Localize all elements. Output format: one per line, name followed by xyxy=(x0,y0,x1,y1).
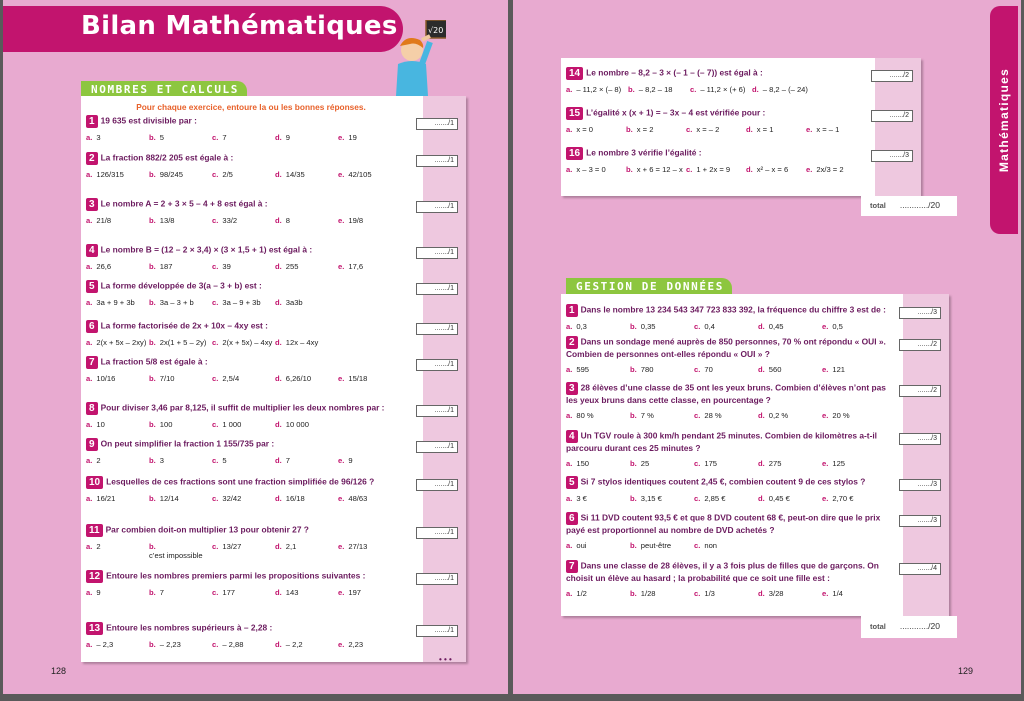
answer-option[interactable]: d. 560 xyxy=(758,365,782,374)
score-box[interactable]: ......./1 xyxy=(416,573,458,585)
answer-options xyxy=(86,640,411,649)
answer-option[interactable]: d. x² – x = 6 xyxy=(746,165,789,174)
answer-option[interactable]: a. 126/315 xyxy=(86,170,124,179)
answer-option[interactable]: e. 1/4 xyxy=(822,589,843,598)
answer-option[interactable]: d. 16/18 xyxy=(275,494,305,503)
answer-option[interactable]: a. 80 % xyxy=(566,411,594,420)
score-box[interactable]: ......./2 xyxy=(871,70,913,82)
question-text: Entoure les nombres supérieurs à – 2,28 : xyxy=(106,622,273,633)
answer-option[interactable]: d. – 2,2 xyxy=(275,640,303,649)
answer-options xyxy=(566,494,894,503)
answer-option[interactable]: a. 2(x + 5x – 2xy) xyxy=(86,338,147,347)
answer-option[interactable]: a. 3a + 9 + 3b xyxy=(86,298,135,307)
answer-option[interactable]: a. oui xyxy=(566,541,587,550)
question-number: 5 xyxy=(566,476,578,489)
answer-option[interactable]: b. 3 xyxy=(149,456,164,465)
question-number: 14 xyxy=(566,67,583,80)
question-number: 15 xyxy=(566,107,583,120)
question-11 xyxy=(86,524,411,560)
question-text: Entoure les nombres premiers parmi les propositions suivantes : xyxy=(106,570,366,581)
question-text: La forme factorisée de 2x + 10x – 4xy est : xyxy=(100,320,268,331)
score-box[interactable]: ......./1 xyxy=(416,405,458,417)
answer-option[interactable]: c. 39 xyxy=(212,262,231,271)
question-6 xyxy=(86,320,411,347)
question-text: Lesquelles de ces fractions sont une fraction simplifiée de 96/126 ? xyxy=(106,476,375,487)
answer-option[interactable]: b. 12/14 xyxy=(149,494,179,503)
question-number: 4 xyxy=(86,244,98,257)
answer-option[interactable]: c. 33/2 xyxy=(212,216,238,225)
question-text: Dans une classe de 28 élèves, il y a 3 fois plus de filles que de garçons. On choisit un élève au hasard ; la probabilité que ce soit une fille est : xyxy=(566,560,879,583)
answer-options xyxy=(86,456,411,465)
question-text: Le nombre A = 2 + 3 × 5 – 4 + 8 est égal à : xyxy=(100,198,268,209)
score-box[interactable]: ......./3 xyxy=(899,433,941,445)
answer-option[interactable]: d. 2,1 xyxy=(275,542,297,551)
question-number: 6 xyxy=(86,320,98,333)
question-number: 13 xyxy=(86,622,103,635)
answer-option[interactable]: b.c’est impossible xyxy=(149,542,203,560)
answer-options xyxy=(566,365,894,374)
right-page xyxy=(513,0,1021,694)
bottom-total: total ............/20 xyxy=(870,621,940,631)
answer-option[interactable]: d. 255 xyxy=(275,262,299,271)
question-1 xyxy=(566,304,894,331)
answer-option[interactable]: d. 12x – 4xy xyxy=(275,338,319,347)
question-text: 19 635 est divisible par : xyxy=(100,115,197,126)
vertical-subject-tab: Mathématiques xyxy=(990,6,1018,234)
answer-option[interactable]: c. – 2,88 xyxy=(212,640,244,649)
answer-option[interactable]: e. x = – 1 xyxy=(806,125,840,134)
answer-option[interactable]: b. 7 % xyxy=(630,411,654,420)
question-number: 3 xyxy=(566,382,578,395)
answer-option[interactable]: c. – 11,2 × (+ 6) xyxy=(690,85,746,94)
answer-option[interactable]: c. 32/42 xyxy=(212,494,242,503)
question-3 xyxy=(566,382,894,420)
question-number: 3 xyxy=(86,198,98,211)
question-number: 16 xyxy=(566,147,583,160)
answer-options xyxy=(86,170,411,179)
question-number: 9 xyxy=(86,438,98,451)
answer-option[interactable]: b. 25 xyxy=(630,459,650,468)
answer-option[interactable]: b. – 2,23 xyxy=(149,640,181,649)
question-8 xyxy=(86,402,411,429)
answer-options xyxy=(566,85,866,94)
answer-option[interactable]: e. 48/63 xyxy=(338,494,368,503)
answer-option[interactable]: c. 5 xyxy=(212,456,227,465)
answer-option[interactable]: c. 2,5/4 xyxy=(212,374,240,383)
answer-option[interactable]: b. – 8,2 – 18 xyxy=(628,85,673,94)
answer-option[interactable]: a. – 11,2 × (– 8) xyxy=(566,85,622,94)
answer-options xyxy=(86,298,411,307)
question-6 xyxy=(566,512,894,550)
score-box[interactable]: ......./1 xyxy=(416,441,458,453)
question-text: La fraction 5/8 est égale à : xyxy=(100,356,208,367)
answer-option[interactable]: a. x – 3 = 0 xyxy=(566,165,606,174)
question-10 xyxy=(86,476,411,503)
page-number-right: 129 xyxy=(957,666,973,676)
question-7 xyxy=(86,356,411,383)
answer-options xyxy=(86,420,411,429)
answer-option[interactable]: a. 595 xyxy=(566,365,590,374)
answer-option[interactable]: a. 1/2 xyxy=(566,589,587,598)
score-box[interactable]: ......./1 xyxy=(416,283,458,295)
answer-option[interactable]: a. 2 xyxy=(86,542,101,551)
answer-option[interactable]: b. 780 xyxy=(630,365,654,374)
answer-option[interactable]: e. 2,23 xyxy=(338,640,364,649)
answer-option[interactable]: e. 0,5 xyxy=(822,322,843,331)
answer-option[interactable]: a. 2 xyxy=(86,456,101,465)
answer-option[interactable]: c. 0,4 xyxy=(694,322,715,331)
question-number: 6 xyxy=(566,512,578,525)
answer-options xyxy=(86,262,411,271)
answer-option[interactable]: d. 3/28 xyxy=(758,589,784,598)
answer-option[interactable]: e. 20 % xyxy=(822,411,850,420)
answer-option[interactable]: c. 1 + 2x = 9 xyxy=(686,165,731,174)
answer-option[interactable]: b. x + 6 = 12 – x xyxy=(626,165,683,174)
answer-option[interactable]: b. peut-être xyxy=(630,541,672,550)
question-number: 7 xyxy=(86,356,98,369)
answer-option[interactable]: b. x = 2 xyxy=(626,125,654,134)
answer-option[interactable]: b. 1/28 xyxy=(630,589,656,598)
answer-options xyxy=(566,541,894,550)
score-box[interactable]: ......./1 xyxy=(416,247,458,259)
question-text: Le nombre – 8,2 – 3 × (– 1 – (– 7)) est égal à : xyxy=(586,67,763,78)
answer-option[interactable]: a. x = 0 xyxy=(566,125,594,134)
answer-option[interactable]: c. 28 % xyxy=(694,411,722,420)
answer-option[interactable]: d. 6,26/10 xyxy=(275,374,312,383)
answer-option[interactable]: b. 13/8 xyxy=(149,216,175,225)
page-number-left: 128 xyxy=(51,666,67,676)
answer-option[interactable]: d. 10 000 xyxy=(275,420,309,429)
answer-option[interactable]: e. 27/13 xyxy=(338,542,368,551)
answer-options xyxy=(86,374,411,383)
answer-option[interactable]: b. 187 xyxy=(149,262,173,271)
question-text: Par combien doit-on multiplier 13 pour obtenir 27 ? xyxy=(105,524,309,535)
answer-option[interactable]: e. 197 xyxy=(338,588,362,597)
answer-options xyxy=(86,588,411,597)
top-total: total ............/20 xyxy=(870,200,940,210)
answer-option[interactable]: d. 143 xyxy=(275,588,299,597)
score-box[interactable]: ......./2 xyxy=(871,110,913,122)
answer-option[interactable]: d. 9 xyxy=(275,133,290,142)
answer-option[interactable]: e. 9 xyxy=(338,456,353,465)
question-9 xyxy=(86,438,411,465)
answer-options xyxy=(566,125,866,134)
question-4 xyxy=(566,430,894,468)
question-number: 1 xyxy=(86,115,98,128)
score-box[interactable]: ......./3 xyxy=(899,515,941,527)
answer-options xyxy=(86,542,411,560)
answer-option[interactable]: e. 19/8 xyxy=(338,216,364,225)
answer-option[interactable]: c. 13/27 xyxy=(212,542,242,551)
question-number: 7 xyxy=(566,560,578,573)
answer-option[interactable]: b. 3a – 3 + b xyxy=(149,298,194,307)
question-14 xyxy=(566,67,866,94)
score-box[interactable]: ......./1 xyxy=(416,359,458,371)
answer-option[interactable]: e. 19 xyxy=(338,133,357,142)
question-number: 5 xyxy=(86,280,98,293)
question-text: Si 11 DVD coutent 93,5 € et que 8 DVD coutent 68 €, peut-on dire que le prix payé est proportionnel au nombre de DVD achetés ? xyxy=(566,512,881,535)
question-2 xyxy=(86,152,411,179)
question-text: Le nombre B = (12 – 2 × 3,4) × (3 × 1,5 + 1) est égal à : xyxy=(100,244,313,255)
answer-option[interactable]: e. 2,70 € xyxy=(822,494,854,503)
answer-options xyxy=(566,165,866,174)
score-box[interactable]: ......./1 xyxy=(416,527,458,539)
answer-option[interactable]: d. 275 xyxy=(758,459,782,468)
answer-option[interactable]: e. 42/105 xyxy=(338,170,372,179)
question-text: Dans le nombre 13 234 543 347 723 833 392, la fréquence du chiffre 3 est de : xyxy=(580,304,886,315)
score-box[interactable]: ......./3 xyxy=(871,150,913,162)
student-illustration xyxy=(386,20,446,96)
score-box[interactable]: ......./1 xyxy=(416,118,458,130)
answer-option[interactable]: c. 3a – 9 + 3b xyxy=(212,298,261,307)
instruction: Pour chaque exercice, entoure la ou les bonnes réponses. xyxy=(136,102,366,112)
answer-option[interactable]: a. 0,3 xyxy=(566,322,587,331)
question-number: 1 xyxy=(566,304,578,317)
answer-options xyxy=(86,494,411,503)
answer-option[interactable]: b. 100 xyxy=(149,420,173,429)
answer-option[interactable]: c. 1 000 xyxy=(212,420,242,429)
question-16 xyxy=(566,147,866,174)
answer-option[interactable]: a. 9 xyxy=(86,588,101,597)
answer-option[interactable]: d. x = 1 xyxy=(746,125,774,134)
answer-options xyxy=(86,133,411,142)
answer-option[interactable]: d. 3a3b xyxy=(275,298,303,307)
score-box[interactable]: ......./1 xyxy=(416,625,458,637)
question-text: Si 7 stylos identiques coutent 2,45 €, combien coutent 9 de ces stylos ? xyxy=(580,476,866,487)
question-text: 28 élèves d’une classe de 35 ont les yeux bruns. Combien d’élèves n’ont pas les yeux bruns dans cette classe, en pourcentage ? xyxy=(566,382,886,405)
question-text: Le nombre 3 vérifie l’égalité : xyxy=(586,147,702,158)
answer-option[interactable]: c. 7 xyxy=(212,133,227,142)
question-number: 2 xyxy=(566,336,578,349)
question-text: L’égalité x (x + 1) = – 3x – 4 est vérifiée pour : xyxy=(586,107,766,118)
question-number: 2 xyxy=(86,152,98,165)
question-text: Dans un sondage mené auprès de 850 personnes, 70 % ont répondu « OUI ». Combien de personnes ont-elles répondu « OUI » ? xyxy=(566,336,886,359)
question-7 xyxy=(566,560,894,598)
answer-option[interactable]: a. 21/8 xyxy=(86,216,112,225)
question-12 xyxy=(86,570,411,597)
question-15 xyxy=(566,107,866,134)
question-text: La forme développée de 3(a – 3 + b) est : xyxy=(100,280,262,291)
answer-option[interactable]: e. 125 xyxy=(822,459,846,468)
question-4 xyxy=(86,244,411,271)
section-tab-nombres: NOMBRES ET CALCULS xyxy=(81,81,247,98)
title-banner xyxy=(3,6,403,52)
question-number: 8 xyxy=(86,402,98,415)
answer-option[interactable]: b. 2x(1 + 5 – 2y) xyxy=(149,338,207,347)
answer-option[interactable]: e. 15/18 xyxy=(338,374,368,383)
answer-option[interactable]: b. 3,15 € xyxy=(630,494,662,503)
answer-option[interactable]: a. 150 xyxy=(566,459,590,468)
answer-options xyxy=(566,589,894,598)
answer-option[interactable]: d. 7 xyxy=(275,456,290,465)
score-box[interactable]: ......./2 xyxy=(899,385,941,397)
question-3 xyxy=(86,198,411,225)
answer-options xyxy=(86,338,411,347)
answer-option[interactable]: c. 177 xyxy=(212,588,236,597)
answer-option[interactable]: b. 5 xyxy=(149,133,164,142)
answer-option[interactable]: a. 16/21 xyxy=(86,494,116,503)
answer-option[interactable]: c. 175 xyxy=(694,459,718,468)
answer-option[interactable]: c. 2,85 € xyxy=(694,494,726,503)
question-text: La fraction 882/2 205 est égale à : xyxy=(100,152,234,163)
answer-option[interactable]: d. 14/35 xyxy=(275,170,305,179)
answer-option[interactable]: c. 1/3 xyxy=(694,589,715,598)
answer-option[interactable]: d. – 8,2 – (– 24) xyxy=(752,85,808,94)
answer-option[interactable]: b. 7/10 xyxy=(149,374,175,383)
question-number: 11 xyxy=(86,524,103,537)
answer-option[interactable]: b. 7 xyxy=(149,588,164,597)
left-page xyxy=(3,0,508,694)
page-title: Bilan Mathématiques xyxy=(81,11,398,41)
question-card-gestion xyxy=(561,294,949,616)
question-2 xyxy=(566,336,894,374)
answer-option[interactable]: e. 17,6 xyxy=(338,262,364,271)
answer-option[interactable]: a. – 2,3 xyxy=(86,640,114,649)
answer-option[interactable]: e. 121 xyxy=(822,365,846,374)
question-5 xyxy=(566,476,894,503)
question-number: 12 xyxy=(86,570,103,583)
answer-option[interactable]: a. 3 € xyxy=(566,494,587,503)
answer-option[interactable]: b. 0,35 xyxy=(630,322,656,331)
score-box[interactable]: ......./1 xyxy=(416,201,458,213)
question-text: Un TGV roule à 300 km/h pendant 25 minutes. Combien de kilomètres a-t-il parcouru durant ces 25 minutes ? xyxy=(566,430,878,453)
question-text: Pour diviser 3,46 par 8,125, il suffit de multiplier les deux nombres par : xyxy=(100,402,385,413)
answer-option[interactable]: d. 0,45 € xyxy=(758,494,790,503)
section-tab-gestion: GESTION DE DONNÉES xyxy=(566,278,732,295)
answer-option[interactable]: c. 2/5 xyxy=(212,170,233,179)
answer-option[interactable]: e. 2x/3 = 2 xyxy=(806,165,844,174)
continue-dots: • • • xyxy=(439,655,452,664)
score-box[interactable]: ......./4 xyxy=(899,563,941,575)
score-box[interactable]: ......./3 xyxy=(899,307,941,319)
answer-option[interactable]: a. 26,6 xyxy=(86,262,112,271)
answer-option[interactable]: a. 10/16 xyxy=(86,374,116,383)
question-1 xyxy=(86,115,411,142)
answer-option[interactable]: c. 70 xyxy=(694,365,713,374)
question-card-nombres xyxy=(81,96,466,662)
answer-options xyxy=(566,322,894,331)
question-text: On peut simplifier la fraction 1 155/735 par : xyxy=(100,438,275,449)
answer-option[interactable]: b. 98/245 xyxy=(149,170,183,179)
question-card-top xyxy=(561,58,921,196)
question-5 xyxy=(86,280,411,307)
question-number: 4 xyxy=(566,430,578,443)
answer-option[interactable]: d. 8 xyxy=(275,216,290,225)
question-13 xyxy=(86,622,411,649)
score-box[interactable]: ......./1 xyxy=(416,479,458,491)
answer-option[interactable]: d. 0,45 xyxy=(758,322,784,331)
question-number: 10 xyxy=(86,476,103,489)
answer-option[interactable]: a. 10 xyxy=(86,420,105,429)
answer-option[interactable]: c. non xyxy=(694,541,718,550)
answer-option[interactable]: d. 0,2 % xyxy=(758,411,789,420)
score-box[interactable]: ......./2 xyxy=(899,339,941,351)
answer-option[interactable]: a. 3 xyxy=(86,133,101,142)
board-text: √20 xyxy=(428,26,444,35)
score-box[interactable]: ......./3 xyxy=(899,479,941,491)
score-box[interactable]: ......./1 xyxy=(416,155,458,167)
answer-options xyxy=(566,459,894,468)
answer-option[interactable]: c. 2(x + 5x) – 4xy xyxy=(212,338,273,347)
score-box[interactable]: ......./1 xyxy=(416,323,458,335)
answer-option[interactable]: c. x = – 2 xyxy=(686,125,720,134)
answer-options xyxy=(566,411,894,420)
answer-options xyxy=(86,216,411,225)
